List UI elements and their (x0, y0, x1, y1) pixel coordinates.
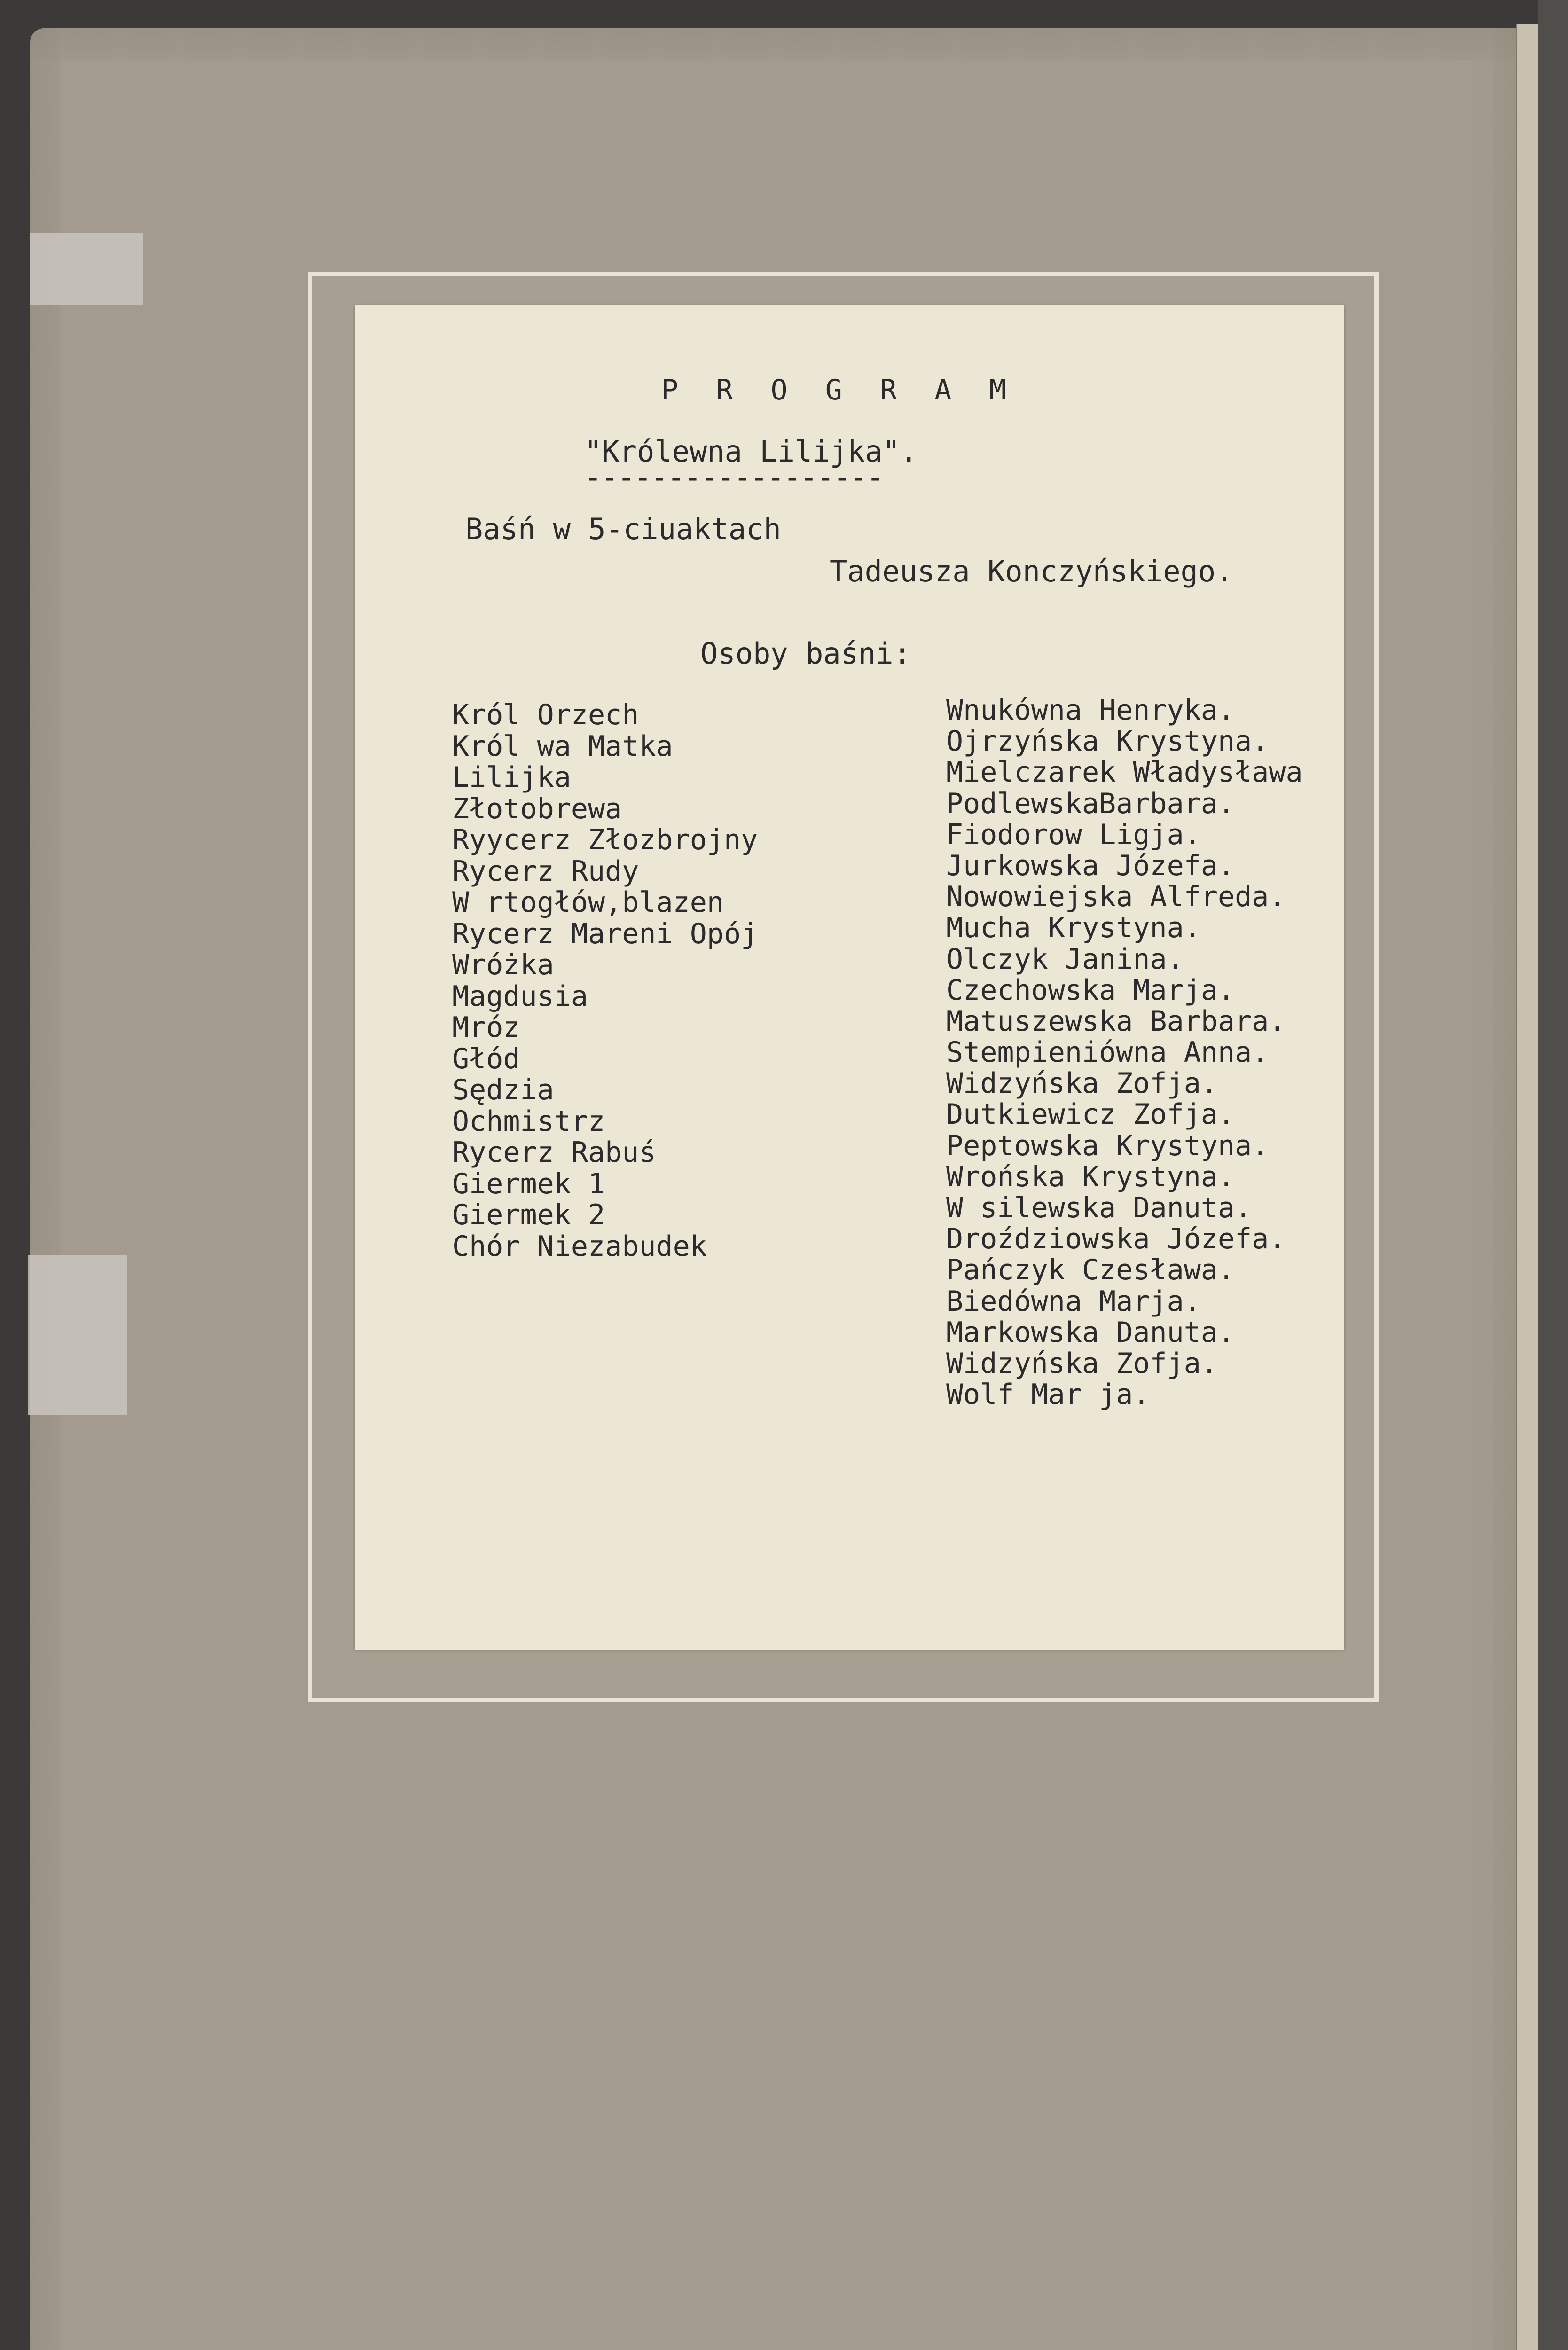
actor-item: Mielczarek Władysława (946, 756, 1303, 789)
actor-item: Wolf Mar ja. (946, 1378, 1150, 1411)
role-item: Rycerz Rabuś (452, 1136, 656, 1169)
role-item: Król Orzech (452, 698, 639, 731)
cast-heading: Osoby baśni: (700, 636, 911, 671)
actor-item: Markowska Danuta. (946, 1316, 1235, 1349)
role-item: Ryycerz Złozbrojny (452, 823, 758, 856)
actor-item: Wnukówna Henryka. (946, 694, 1235, 727)
binding-edge (1538, 0, 1568, 2350)
tape-strip-bottom (28, 1255, 127, 1415)
actor-item: PodlewskaBarbara. (946, 787, 1235, 820)
actor-item: Peptowska Krystyna. (946, 1129, 1269, 1162)
role-item: Sędzia (452, 1073, 554, 1106)
actor-item: Biedówna Marja. (946, 1285, 1201, 1318)
actor-item: Olczyk Janina. (946, 942, 1184, 976)
role-item: Giermek 1 (452, 1167, 605, 1200)
role-item: Wróżka (452, 948, 554, 981)
play-subtitle: Baśń w 5-ciuaktach (465, 512, 781, 546)
actor-item: Matuszewska Barbara. (946, 1004, 1286, 1038)
program-heading: P R O G R A M (661, 374, 1017, 407)
role-item: W rtogłów,blazen (452, 886, 724, 919)
actor-item: Widzyńska Zofja. (946, 1067, 1218, 1100)
play-title: "Królewna Lilijka". (584, 434, 918, 469)
actor-item: Stempieniówna Anna. (946, 1036, 1269, 1069)
role-item: Giermek 2 (452, 1198, 605, 1231)
actor-item: Mucha Krystyna. (946, 911, 1201, 945)
role-item: Mróz (452, 1011, 520, 1044)
actor-item: Czechowska Marja. (946, 973, 1235, 1007)
role-item: Złotobrewa (452, 792, 622, 825)
role-item: Głód (452, 1042, 520, 1075)
actor-item: Droździowska Józefa. (946, 1222, 1286, 1256)
roles-column (452, 699, 758, 1262)
role-item: Rycerz Rudy (452, 854, 639, 888)
tape-strip-top (30, 233, 143, 306)
title-underline: ------------------ (584, 460, 883, 494)
actor-item: Ojrzyńska Krystyna. (946, 725, 1269, 758)
role-item: Lilijka (452, 761, 571, 794)
actor-item: Dutkiewicz Zofja. (946, 1098, 1235, 1131)
actor-item: Wrońska Krystyna. (946, 1160, 1235, 1193)
play-author: Tadeusza Konczyńskiego. (830, 554, 1233, 588)
role-item: Magdusia (452, 979, 588, 1013)
binding-spine (1516, 24, 1538, 2350)
actor-item: Fiodorow Ligja. (946, 818, 1201, 851)
actor-item: Pańczyk Czesława. (946, 1253, 1235, 1287)
actor-item: Nowowiejska Alfreda. (946, 880, 1286, 914)
actors-column (946, 695, 1303, 1410)
role-item: Król wa Matka (452, 729, 673, 763)
actor-item: Widzyńska Zofja. (946, 1347, 1218, 1380)
actor-item: W silewska Danuta. (946, 1191, 1252, 1224)
role-item: Chór Niezabudek (452, 1230, 707, 1263)
actor-item: Jurkowska Józefa. (946, 849, 1235, 882)
role-item: Ochmistrz (452, 1104, 605, 1138)
role-item: Rycerz Mareni Opój (452, 917, 758, 950)
